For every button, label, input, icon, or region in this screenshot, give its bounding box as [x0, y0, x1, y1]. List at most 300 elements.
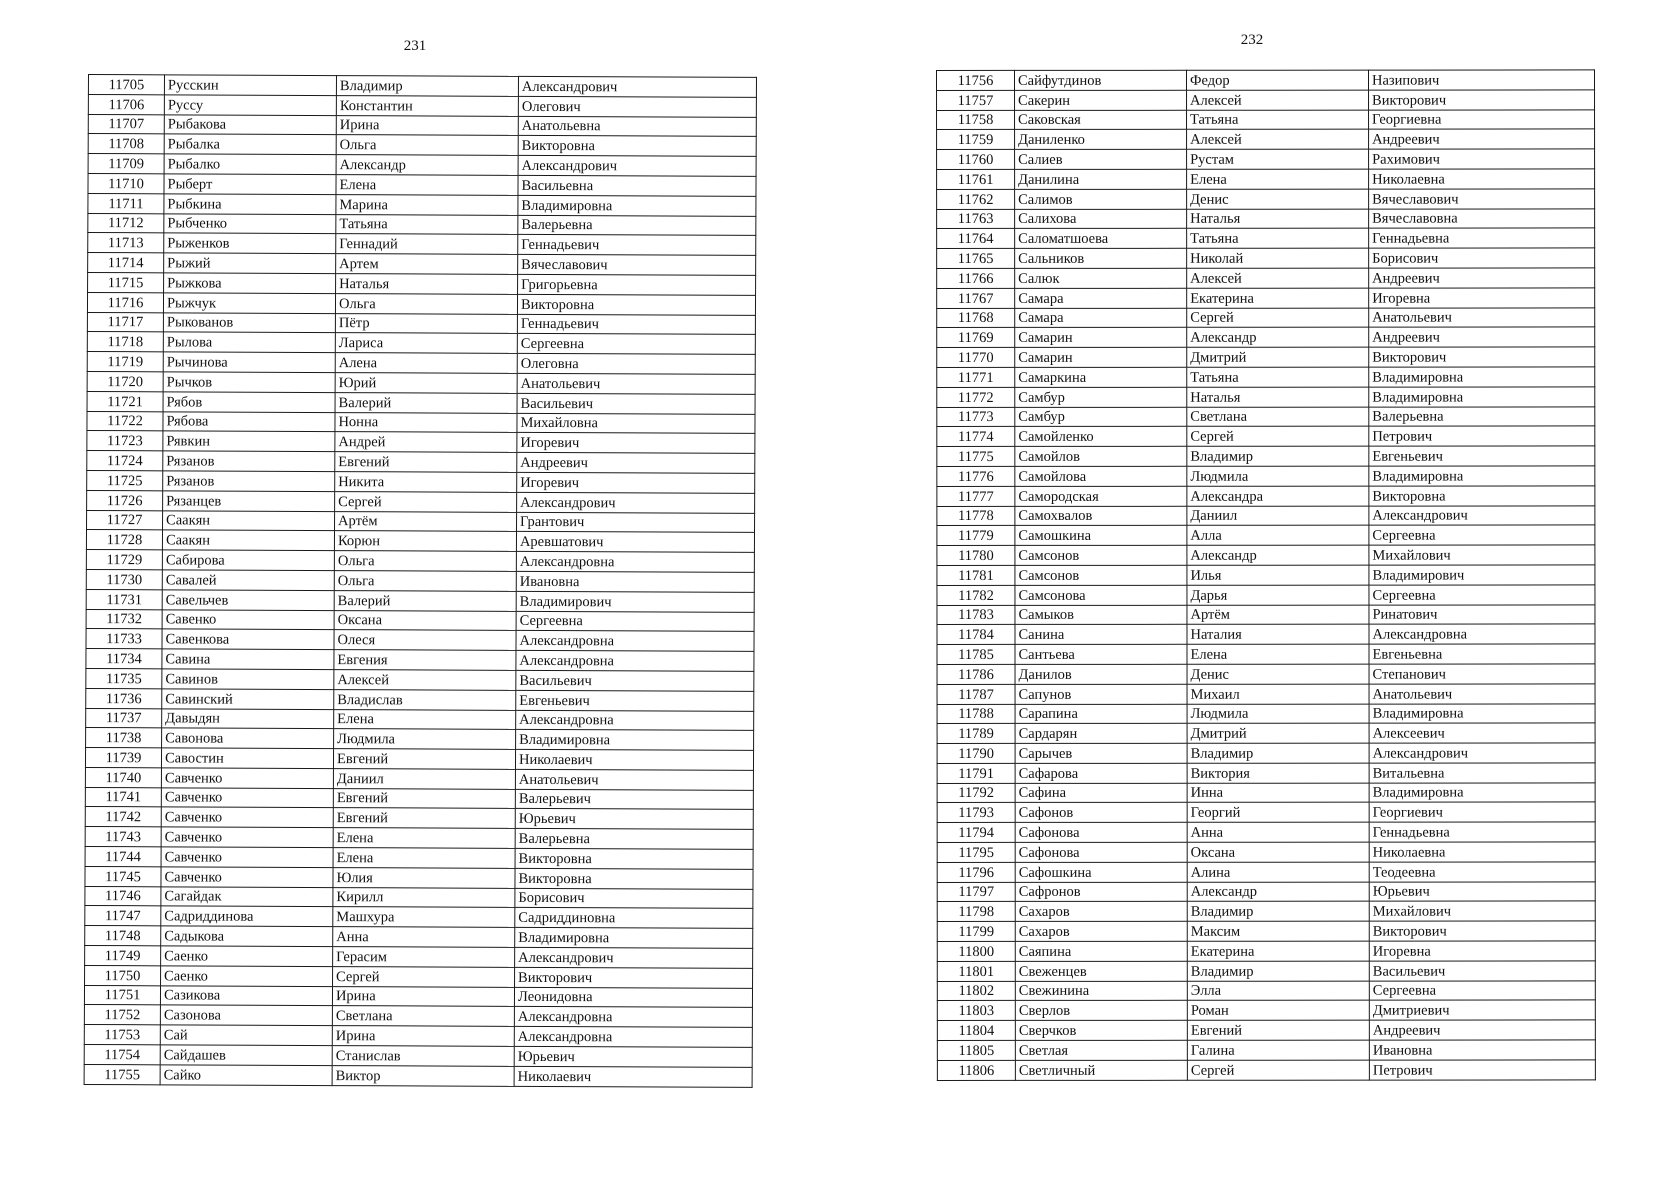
given-name-cell: Сергей [1187, 1060, 1369, 1080]
surname-cell: Сафронов [1015, 882, 1187, 902]
table-row [937, 228, 1595, 248]
record-number-cell: 11758 [937, 110, 1015, 130]
given-name-cell: Людмила [1187, 466, 1369, 486]
patronymic-cell: Петрович [1369, 1060, 1595, 1080]
surname-cell: Светличный [1015, 1060, 1187, 1080]
surname-cell: Сазикова [160, 985, 332, 1006]
given-name-cell: Валерий [335, 392, 517, 413]
table-row [88, 154, 756, 177]
patronymic-cell: Алексеевич [1369, 723, 1595, 743]
record-number-cell: 11806 [937, 1060, 1015, 1080]
table-row [937, 347, 1595, 367]
table-row [85, 767, 753, 790]
surname-cell: Саломатшоева [1015, 229, 1187, 249]
patronymic-cell: Ринатович [1369, 604, 1595, 624]
surname-cell: Савченко [161, 788, 333, 809]
table-row [937, 110, 1595, 130]
surname-cell: Санина [1015, 625, 1187, 645]
given-name-cell: Екатерина [1187, 941, 1369, 961]
surname-cell: Самойлов [1015, 446, 1187, 466]
record-number-cell: 11711 [88, 193, 164, 213]
table-row [85, 827, 753, 850]
record-number-cell: 11792 [937, 783, 1015, 803]
given-name-cell: Алена [335, 353, 517, 374]
record-number-cell: 11801 [937, 961, 1015, 981]
record-number-cell: 11753 [84, 1025, 160, 1045]
patronymic-cell: Александровна [516, 551, 754, 572]
given-name-cell: Денис [1187, 664, 1369, 684]
table-row [87, 371, 755, 394]
table-row [87, 391, 755, 414]
table-row [937, 1040, 1595, 1060]
surname-cell: Самородская [1015, 486, 1187, 506]
given-name-cell: Оксана [1187, 842, 1369, 862]
patronymic-cell: Вячеславовна [1369, 209, 1595, 229]
surname-cell: Сакерин [1015, 90, 1187, 110]
record-number-cell: 11709 [88, 154, 164, 174]
surname-cell: Данилов [1015, 664, 1187, 684]
record-number-cell: 11772 [937, 387, 1015, 407]
patronymic-cell: Валерьевна [1369, 406, 1595, 426]
record-number-cell: 11727 [87, 510, 163, 530]
surname-cell: Самарин [1015, 328, 1187, 348]
given-name-cell: Елена [333, 828, 515, 849]
given-name-cell: Герасим [333, 947, 515, 968]
patronymic-cell: Геннадьевич [518, 235, 756, 256]
record-number-cell: 11735 [86, 668, 162, 688]
surname-cell: Савинов [162, 669, 334, 690]
surname-cell: Самбур [1015, 387, 1187, 407]
surname-cell: Саакян [163, 510, 335, 531]
patronymic-cell: Сергеевна [1369, 981, 1595, 1001]
table-row [937, 327, 1595, 347]
table-row [937, 644, 1595, 664]
record-number-cell: 11794 [937, 823, 1015, 843]
given-name-cell: Евгений [333, 749, 515, 770]
surname-cell: Саенко [161, 946, 333, 967]
table-row [84, 1064, 752, 1087]
patronymic-cell: Сергеевна [1369, 585, 1595, 605]
table-row [86, 609, 754, 632]
patronymic-cell: Викторович [1369, 347, 1595, 367]
surname-cell: Сверчков [1015, 1021, 1187, 1041]
record-number-cell: 11785 [937, 645, 1015, 665]
record-number-cell: 11752 [84, 1005, 160, 1025]
record-number-cell: 11761 [937, 169, 1015, 189]
patronymic-cell: Владимировна [516, 730, 754, 751]
surname-cell: Рыбкина [164, 194, 336, 215]
patronymic-cell: Александровна [514, 1027, 752, 1048]
surname-cell: Самошкина [1015, 526, 1187, 546]
record-number-cell: 11721 [87, 391, 163, 411]
patronymic-cell: Александровна [516, 631, 754, 652]
surname-cell: Рылова [163, 332, 335, 353]
table-row [937, 783, 1595, 803]
surname-cell: Рязанов [163, 471, 335, 492]
surname-cell: Руссу [164, 95, 336, 116]
surname-cell: Савенкова [162, 629, 334, 650]
page-number-right: 232 [1240, 32, 1264, 48]
record-number-cell: 11787 [937, 684, 1015, 704]
patronymic-cell: Борисович [515, 888, 753, 909]
patronymic-cell: Викторович [1369, 90, 1595, 110]
table-row [88, 193, 756, 216]
patronymic-cell: Владимировна [1369, 387, 1595, 407]
given-name-cell: Наталия [1187, 624, 1369, 644]
given-name-cell: Евгений [333, 808, 515, 829]
patronymic-cell: Андреевич [1369, 1020, 1595, 1040]
patronymic-cell: Борисович [1369, 248, 1595, 268]
patronymic-cell: Петрович [1369, 426, 1595, 446]
given-name-cell: Александр [1187, 327, 1369, 347]
given-name-cell: Федор [1187, 70, 1369, 90]
patronymic-cell: Михайлович [1369, 545, 1595, 565]
table-row [85, 847, 753, 870]
record-number-cell: 11745 [85, 866, 161, 886]
given-name-cell: Евгений [335, 452, 517, 473]
surname-cell: Рыженков [164, 233, 336, 254]
given-name-cell: Евгения [334, 650, 516, 671]
record-number-cell: 11769 [937, 328, 1015, 348]
record-number-cell: 11731 [86, 589, 162, 609]
given-name-cell: Дмитрий [1187, 723, 1369, 743]
patronymic-cell: Валерьевна [518, 215, 756, 236]
surname-cell: Сарычев [1015, 743, 1187, 763]
record-number-cell: 11805 [937, 1040, 1015, 1060]
given-name-cell: Владислав [334, 689, 516, 710]
patronymic-cell: Назипович [1369, 70, 1595, 90]
record-number-cell: 11751 [84, 985, 160, 1005]
patronymic-cell: Сергеевна [1369, 525, 1595, 545]
given-name-cell: Наталья [1187, 387, 1369, 407]
record-number-cell: 11773 [937, 407, 1015, 427]
patronymic-cell: Вячеславович [518, 255, 756, 276]
surname-cell: Самойленко [1015, 427, 1187, 447]
record-number-cell: 11780 [937, 546, 1015, 566]
patronymic-cell: Викторович [515, 967, 753, 988]
patronymic-cell: Грантович [517, 512, 755, 533]
patronymic-cell: Степанович [1369, 664, 1595, 684]
surname-cell: Рыжий [164, 253, 336, 274]
surname-cell: Сахаров [1015, 922, 1187, 942]
table-row [86, 668, 754, 691]
surname-cell: Русскин [164, 75, 336, 96]
table-row [937, 684, 1595, 704]
given-name-cell: Владимир [1187, 902, 1369, 922]
given-name-cell: Валерий [334, 590, 516, 611]
given-name-cell: Марина [336, 194, 518, 215]
given-name-cell: Сергей [335, 491, 517, 512]
table-row [87, 490, 755, 513]
patronymic-cell: Александрович [1369, 505, 1595, 525]
table-row [88, 233, 756, 256]
given-name-cell: Дарья [1187, 585, 1369, 605]
given-name-cell: Наталья [336, 274, 518, 295]
patronymic-cell: Вячеславович [1369, 189, 1595, 209]
record-number-cell: 11724 [87, 451, 163, 471]
record-number-cell: 11714 [88, 253, 164, 273]
patronymic-cell: Александровна [1369, 624, 1595, 644]
surname-cell: Савина [162, 649, 334, 670]
given-name-cell: Алексей [1187, 130, 1369, 150]
patronymic-cell: Анатольевич [1369, 307, 1595, 327]
table-row [87, 352, 755, 375]
patronymic-cell: Георгиевна [1369, 110, 1595, 130]
patronymic-cell: Сергеевна [517, 334, 755, 355]
patronymic-cell: Викторовна [515, 848, 753, 869]
record-number-cell: 11767 [937, 288, 1015, 308]
record-number-cell: 11783 [937, 605, 1015, 625]
page-number-left: 231 [403, 38, 427, 54]
surname-cell: Сардарян [1015, 724, 1187, 744]
surname-cell: Рыжчук [163, 293, 335, 314]
record-number-cell: 11796 [937, 862, 1015, 882]
surname-cell: Рыбченко [164, 213, 336, 234]
patronymic-cell: Ивановна [516, 571, 754, 592]
surname-cell: Самара [1015, 308, 1187, 328]
surname-cell: Самбур [1015, 407, 1187, 427]
patronymic-cell: Юрьевич [515, 809, 753, 830]
surname-cell: Рыберт [164, 174, 336, 195]
table-row [937, 921, 1595, 941]
record-number-cell: 11718 [87, 332, 163, 352]
surname-cell: Савалей [162, 570, 334, 591]
given-name-cell: Светлана [1187, 407, 1369, 427]
table-row [87, 431, 755, 454]
record-number-cell: 11768 [937, 308, 1015, 328]
table-row [85, 906, 753, 929]
surname-cell: Савченко [161, 867, 333, 888]
given-name-cell: Максим [1187, 921, 1369, 941]
record-number-cell: 11705 [88, 75, 164, 95]
patronymic-cell: Васильевич [516, 670, 754, 691]
record-number-cell: 11804 [937, 1021, 1015, 1041]
given-name-cell: Елена [336, 175, 518, 196]
surname-cell: Савченко [161, 768, 333, 789]
table-row [937, 169, 1595, 189]
surname-cell: Савонова [162, 728, 334, 749]
patronymic-cell: Игоревна [1369, 941, 1595, 961]
record-number-cell: 11738 [86, 728, 162, 748]
record-number-cell: 11803 [937, 1001, 1015, 1021]
record-number-cell: 11717 [87, 312, 163, 332]
surname-cell: Самсонов [1015, 545, 1187, 565]
table-row [937, 149, 1595, 169]
surname-cell: Саковская [1015, 110, 1187, 130]
given-name-cell: Константин [336, 95, 518, 116]
table-row [937, 406, 1595, 426]
record-number-cell: 11743 [85, 827, 161, 847]
given-name-cell: Евгений [1187, 1020, 1369, 1040]
record-number-cell: 11802 [937, 981, 1015, 1001]
table-row [84, 1045, 752, 1068]
table-row [87, 332, 755, 355]
surname-cell: Савельчев [162, 590, 334, 611]
record-number-cell: 11728 [86, 530, 162, 550]
given-name-cell: Пётр [335, 313, 517, 334]
table-row [85, 926, 753, 949]
given-name-cell: Сергей [1187, 308, 1369, 328]
record-number-cell: 11782 [937, 585, 1015, 605]
surname-cell: Самохвалов [1015, 506, 1187, 526]
record-number-cell: 11781 [937, 565, 1015, 585]
record-number-cell: 11719 [87, 352, 163, 372]
record-number-cell: 11766 [937, 268, 1015, 288]
table-row [937, 604, 1595, 624]
table-row [937, 882, 1595, 902]
surname-cell: Давыдян [162, 708, 334, 729]
surname-cell: Рябов [163, 392, 335, 413]
given-name-cell: Татьяна [1187, 367, 1369, 387]
surname-cell: Рычинова [163, 352, 335, 373]
record-number-cell: 11712 [88, 213, 164, 233]
record-number-cell: 11750 [85, 965, 161, 985]
record-number-cell: 11793 [937, 803, 1015, 823]
record-number-cell: 11788 [937, 704, 1015, 724]
record-number-cell: 11755 [84, 1064, 160, 1084]
table-row [937, 565, 1595, 585]
given-name-cell: Людмила [1187, 704, 1369, 724]
given-name-cell: Александр [336, 155, 518, 176]
table-row [86, 569, 754, 592]
table-row [88, 272, 756, 295]
table-row [85, 886, 753, 909]
record-number-cell: 11736 [86, 688, 162, 708]
record-number-cell: 11756 [937, 70, 1015, 90]
patronymic-cell: Геннадьевна [1369, 822, 1595, 842]
given-name-cell: Алексей [1187, 90, 1369, 110]
given-name-cell: Татьяна [1187, 228, 1369, 248]
given-name-cell: Элла [1187, 981, 1369, 1001]
surname-cell: Свежинина [1015, 981, 1187, 1001]
given-name-cell: Юлия [333, 867, 515, 888]
surname-cell: Сагайдак [161, 886, 333, 907]
surname-cell: Самойлова [1015, 466, 1187, 486]
given-name-cell: Владимир [1187, 961, 1369, 981]
patronymic-cell: Садриддиновна [515, 908, 753, 929]
table-row [86, 550, 754, 573]
given-name-cell: Алина [1187, 862, 1369, 882]
patronymic-cell: Николаевич [514, 1066, 752, 1087]
record-number-cell: 11762 [937, 189, 1015, 209]
patronymic-cell: Валерьевич [515, 789, 753, 810]
surname-cell: Даниленко [1015, 130, 1187, 150]
table-row [937, 961, 1595, 981]
table-row [937, 248, 1595, 268]
surname-cell: Савинский [162, 689, 334, 710]
table-row [88, 94, 756, 117]
given-name-cell: Артём [335, 511, 517, 532]
record-number-cell: 11725 [87, 470, 163, 490]
surname-cell: Сафина [1015, 783, 1187, 803]
given-name-cell: Светлана [332, 1006, 514, 1027]
patronymic-cell: Александровна [516, 710, 754, 731]
table-row [937, 505, 1595, 525]
patronymic-cell: Викторович [1369, 921, 1595, 941]
record-number-cell: 11764 [937, 229, 1015, 249]
given-name-cell: Кирилл [333, 887, 515, 908]
patronymic-cell: Александрович [518, 156, 756, 177]
given-name-cell: Владимир [1187, 446, 1369, 466]
record-number-cell: 11776 [937, 466, 1015, 486]
surname-cell: Сверлов [1015, 1001, 1187, 1021]
record-number-cell: 11707 [88, 114, 164, 134]
table-row [937, 664, 1595, 684]
surname-cell: Свеженцев [1015, 961, 1187, 981]
record-number-cell: 11791 [937, 763, 1015, 783]
surname-cell: Рыбалко [164, 154, 336, 175]
record-number-cell: 11716 [87, 292, 163, 312]
patronymic-cell: Михайлович [1369, 901, 1595, 921]
record-number-cell: 11770 [937, 348, 1015, 368]
table-row [937, 70, 1595, 90]
record-number-cell: 11765 [937, 249, 1015, 269]
given-name-cell: Елена [1187, 169, 1369, 189]
given-name-cell: Сергей [1187, 426, 1369, 446]
given-name-cell: Дмитрий [1187, 347, 1369, 367]
surname-cell: Салиев [1015, 149, 1187, 169]
given-name-cell: Оксана [334, 610, 516, 631]
given-name-cell: Роман [1187, 1001, 1369, 1021]
surname-cell: Сафарова [1015, 763, 1187, 783]
patronymic-cell: Андреевич [1369, 327, 1595, 347]
table-row [937, 307, 1595, 327]
record-number-cell: 11706 [88, 94, 164, 114]
surname-cell: Самсонова [1015, 585, 1187, 605]
table-row [937, 466, 1595, 486]
patronymic-cell: Владимирович [516, 591, 754, 612]
record-number-cell: 11747 [85, 906, 161, 926]
given-name-cell: Анна [333, 927, 515, 948]
surname-cell: Сапунов [1015, 684, 1187, 704]
surname-cell: Самсонов [1015, 565, 1187, 585]
record-number-cell: 11723 [87, 431, 163, 451]
table-row [937, 268, 1595, 288]
table-row [937, 525, 1595, 545]
surname-cell: Сайдашев [160, 1045, 332, 1066]
surname-cell: Сахаров [1015, 902, 1187, 922]
record-number-cell: 11720 [87, 371, 163, 391]
surname-cell: Сафонов [1015, 803, 1187, 823]
record-number-cell: 11713 [88, 233, 164, 253]
record-number-cell: 11737 [86, 708, 162, 728]
table-row [937, 189, 1595, 209]
record-number-cell: 11710 [88, 173, 164, 193]
patronymic-cell: Александрович [518, 76, 756, 97]
patronymic-cell: Ивановна [1369, 1040, 1595, 1060]
table-row [937, 387, 1595, 407]
surname-cell: Рявкин [163, 431, 335, 452]
patronymic-cell: Андреевич [517, 453, 755, 474]
given-name-cell: Сергей [333, 966, 515, 987]
given-name-cell: Виктор [332, 1065, 514, 1086]
surname-cell: Сафошкина [1015, 862, 1187, 882]
table-row [937, 585, 1595, 605]
patronymic-cell: Аревшатович [516, 532, 754, 553]
table-row [87, 411, 755, 434]
table-row [937, 743, 1595, 763]
given-name-cell: Артём [1187, 605, 1369, 625]
patronymic-cell: Игоревна [1369, 288, 1595, 308]
patronymic-cell: Теодеевна [1369, 862, 1595, 882]
patronymic-cell: Геннадьевич [517, 314, 755, 335]
patronymic-cell: Михайловна [517, 413, 755, 434]
surname-cell: Савостин [161, 748, 333, 769]
table-row [88, 75, 756, 98]
given-name-cell: Ольга [334, 551, 516, 572]
given-name-cell: Алла [1187, 525, 1369, 545]
surname-cell: Садриддинова [161, 906, 333, 927]
